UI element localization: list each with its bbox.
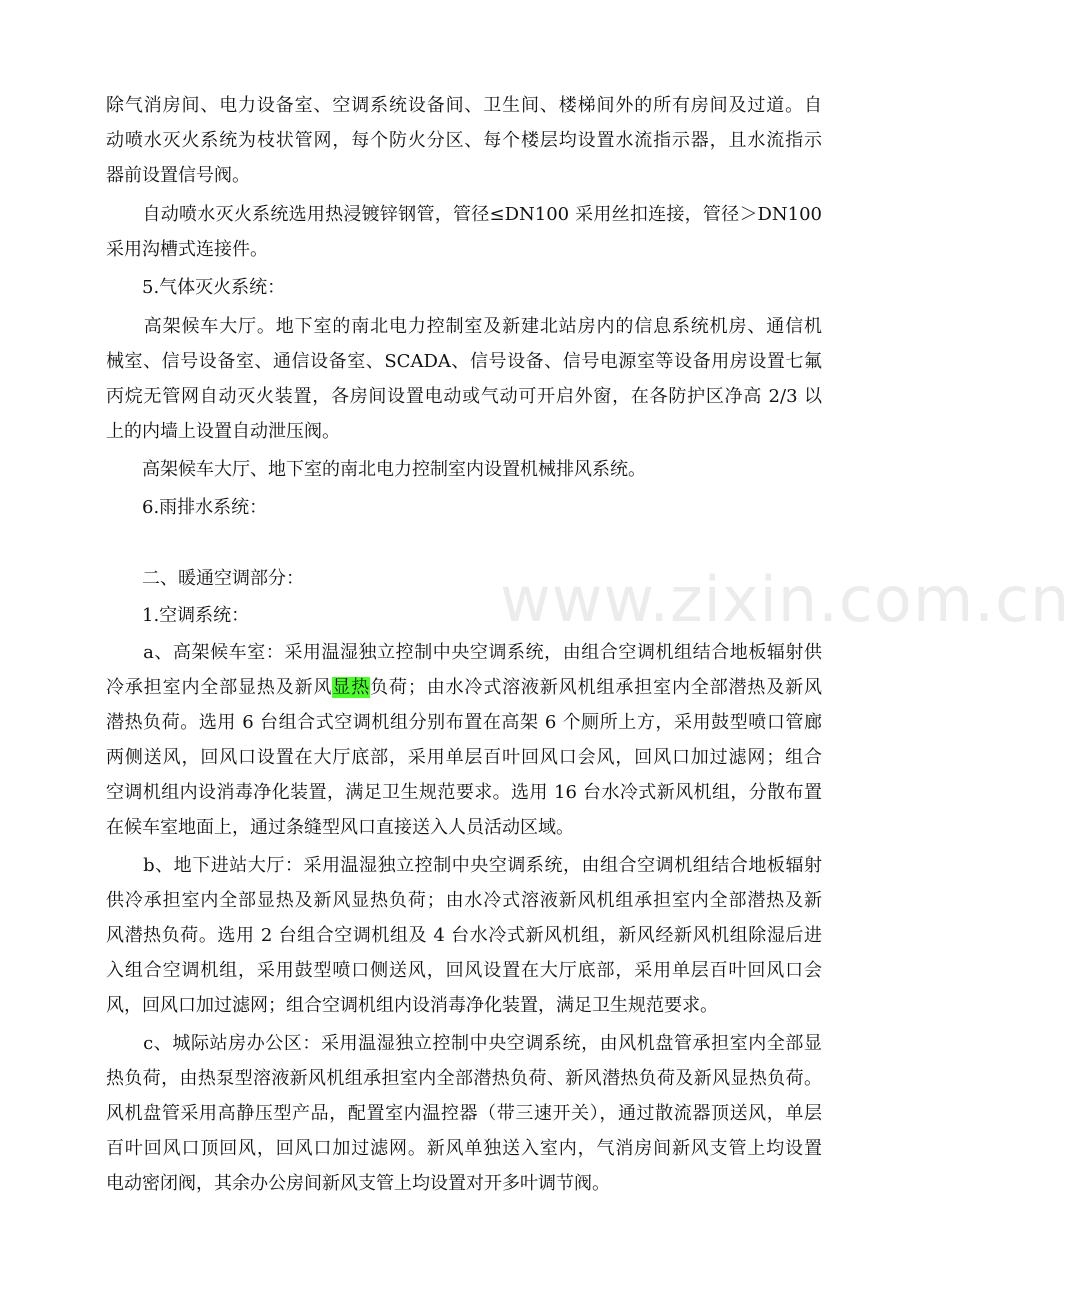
paragraph-line: 动喷水灭火系统为枝状管网，每个防火分区、每个楼层均设置水流指示器，且水流指示 xyxy=(106,130,822,151)
paragraph-line: 电动密闭阀，其余办公房间新风支管上均设置对开多叶调节阀。 xyxy=(106,1173,610,1194)
text-segment: 负荷；由水冷式溶液新风机组承担室内全部潜热及新风 xyxy=(370,677,823,698)
highlighted-text: 显热 xyxy=(332,677,371,698)
paragraph-line: 潜热负荷。选用 6 台组合式空调机组分别布置在高架 6 个厕所上方，采用鼓型喷口管廊 xyxy=(106,712,822,733)
section-heading: 5.气体灭火系统： xyxy=(106,277,286,298)
paragraph-line: 除气消房间、电力设备室、空调系统设备间、卫生间、楼梯间外的所有房间及过道。自 xyxy=(106,95,822,116)
paragraph-line xyxy=(106,674,822,702)
paragraph-line: c、城际站房办公区：采用温湿独立控制中央空调系统，由风机盘管承担室内全部显 xyxy=(106,1033,822,1054)
section-heading: 6.雨排水系统： xyxy=(106,497,268,518)
section-heading: 1.空调系统： xyxy=(106,605,250,626)
paragraph-line: 空调机组内设消毒净化装置，满足卫生规范要求。选用 16 台水冷式新风机组，分散布置 xyxy=(106,782,822,803)
paragraph-line: 高架候车大厅。地下室的南北电力控制室及新建北站房内的信息系统机房、通信机 xyxy=(106,316,822,337)
paragraph-line: 入组合空调机组，采用鼓型喷口侧送风，回风设置在大厅底部，采用单层百叶回风口会 xyxy=(106,960,822,981)
paragraph-line: 两侧送风，回风口设置在大厅底部，采用单层百叶回风口会风，回风口加过滤网；组合 xyxy=(106,747,822,768)
watermark: www.zixin.com.cn xyxy=(500,563,1070,636)
paragraph-line: b、地下进站大厅：采用温湿独立控制中央空调系统，由组合空调机组结合地板辐射 xyxy=(106,855,822,876)
paragraph-line: 热负荷，由热泵型溶液新风机组承担室内全部潜热负荷、新风潜热负荷及新风显热负荷。 xyxy=(106,1068,822,1089)
paragraph-line: 在候车室地面上，通过条缝型风口直接送入人员活动区域。 xyxy=(106,817,574,838)
paragraph-line: 自动喷水灭火系统选用热浸镀锌钢管，管径≤DN100 采用丝扣连接，管径＞DN100 xyxy=(106,204,822,225)
paragraph-line: 上的内墙上设置自动泄压阀。 xyxy=(106,421,340,442)
text-segment: 冷承担室内全部显热及新风 xyxy=(106,677,333,698)
paragraph-line: 供冷承担室内全部显热及新风显热负荷；由水冷式溶液新风机组承担室内全部潜热及新 xyxy=(106,890,822,911)
paragraph-line: 风，回风口加过滤网；组合空调机组内设消毒净化装置，满足卫生规范要求。 xyxy=(106,995,718,1016)
section-heading: 二、暖通空调部分： xyxy=(106,568,304,589)
paragraph-line: 丙烷无管网自动灭火装置，各房间设置电动或气动可开启外窗，在各防护区净高 2/3 以 xyxy=(106,386,822,407)
paragraph-line: 械室、信号设备室、通信设备室、SCADA、信号设备、信号电源室等设备用房设置七氟 xyxy=(106,351,822,372)
paragraph-line: 器前设置信号阀。 xyxy=(106,165,250,186)
paragraph-line: 百叶回风口顶回风，回风口加过滤网。新风单独送入室内，气消房间新风支管上均设置 xyxy=(106,1138,822,1159)
paragraph-line: 风潜热负荷。选用 2 台组合空调机组及 4 台水冷式新风机组，新风经新风机组除湿后进 xyxy=(106,925,822,946)
paragraph-line: a、高架候车室：采用温湿独立控制中央空调系统，由组合空调机组结合地板辐射供 xyxy=(106,642,822,663)
paragraph-line: 风机盘管采用高静压型产品，配置室内温控器（带三速开关），通过散流器顶送风，单层 xyxy=(106,1103,822,1124)
paragraph-line: 采用沟槽式连接件。 xyxy=(106,239,268,260)
paragraph-line: 高架候车大厅、地下室的南北电力控制室内设置机械排风系统。 xyxy=(106,459,646,480)
